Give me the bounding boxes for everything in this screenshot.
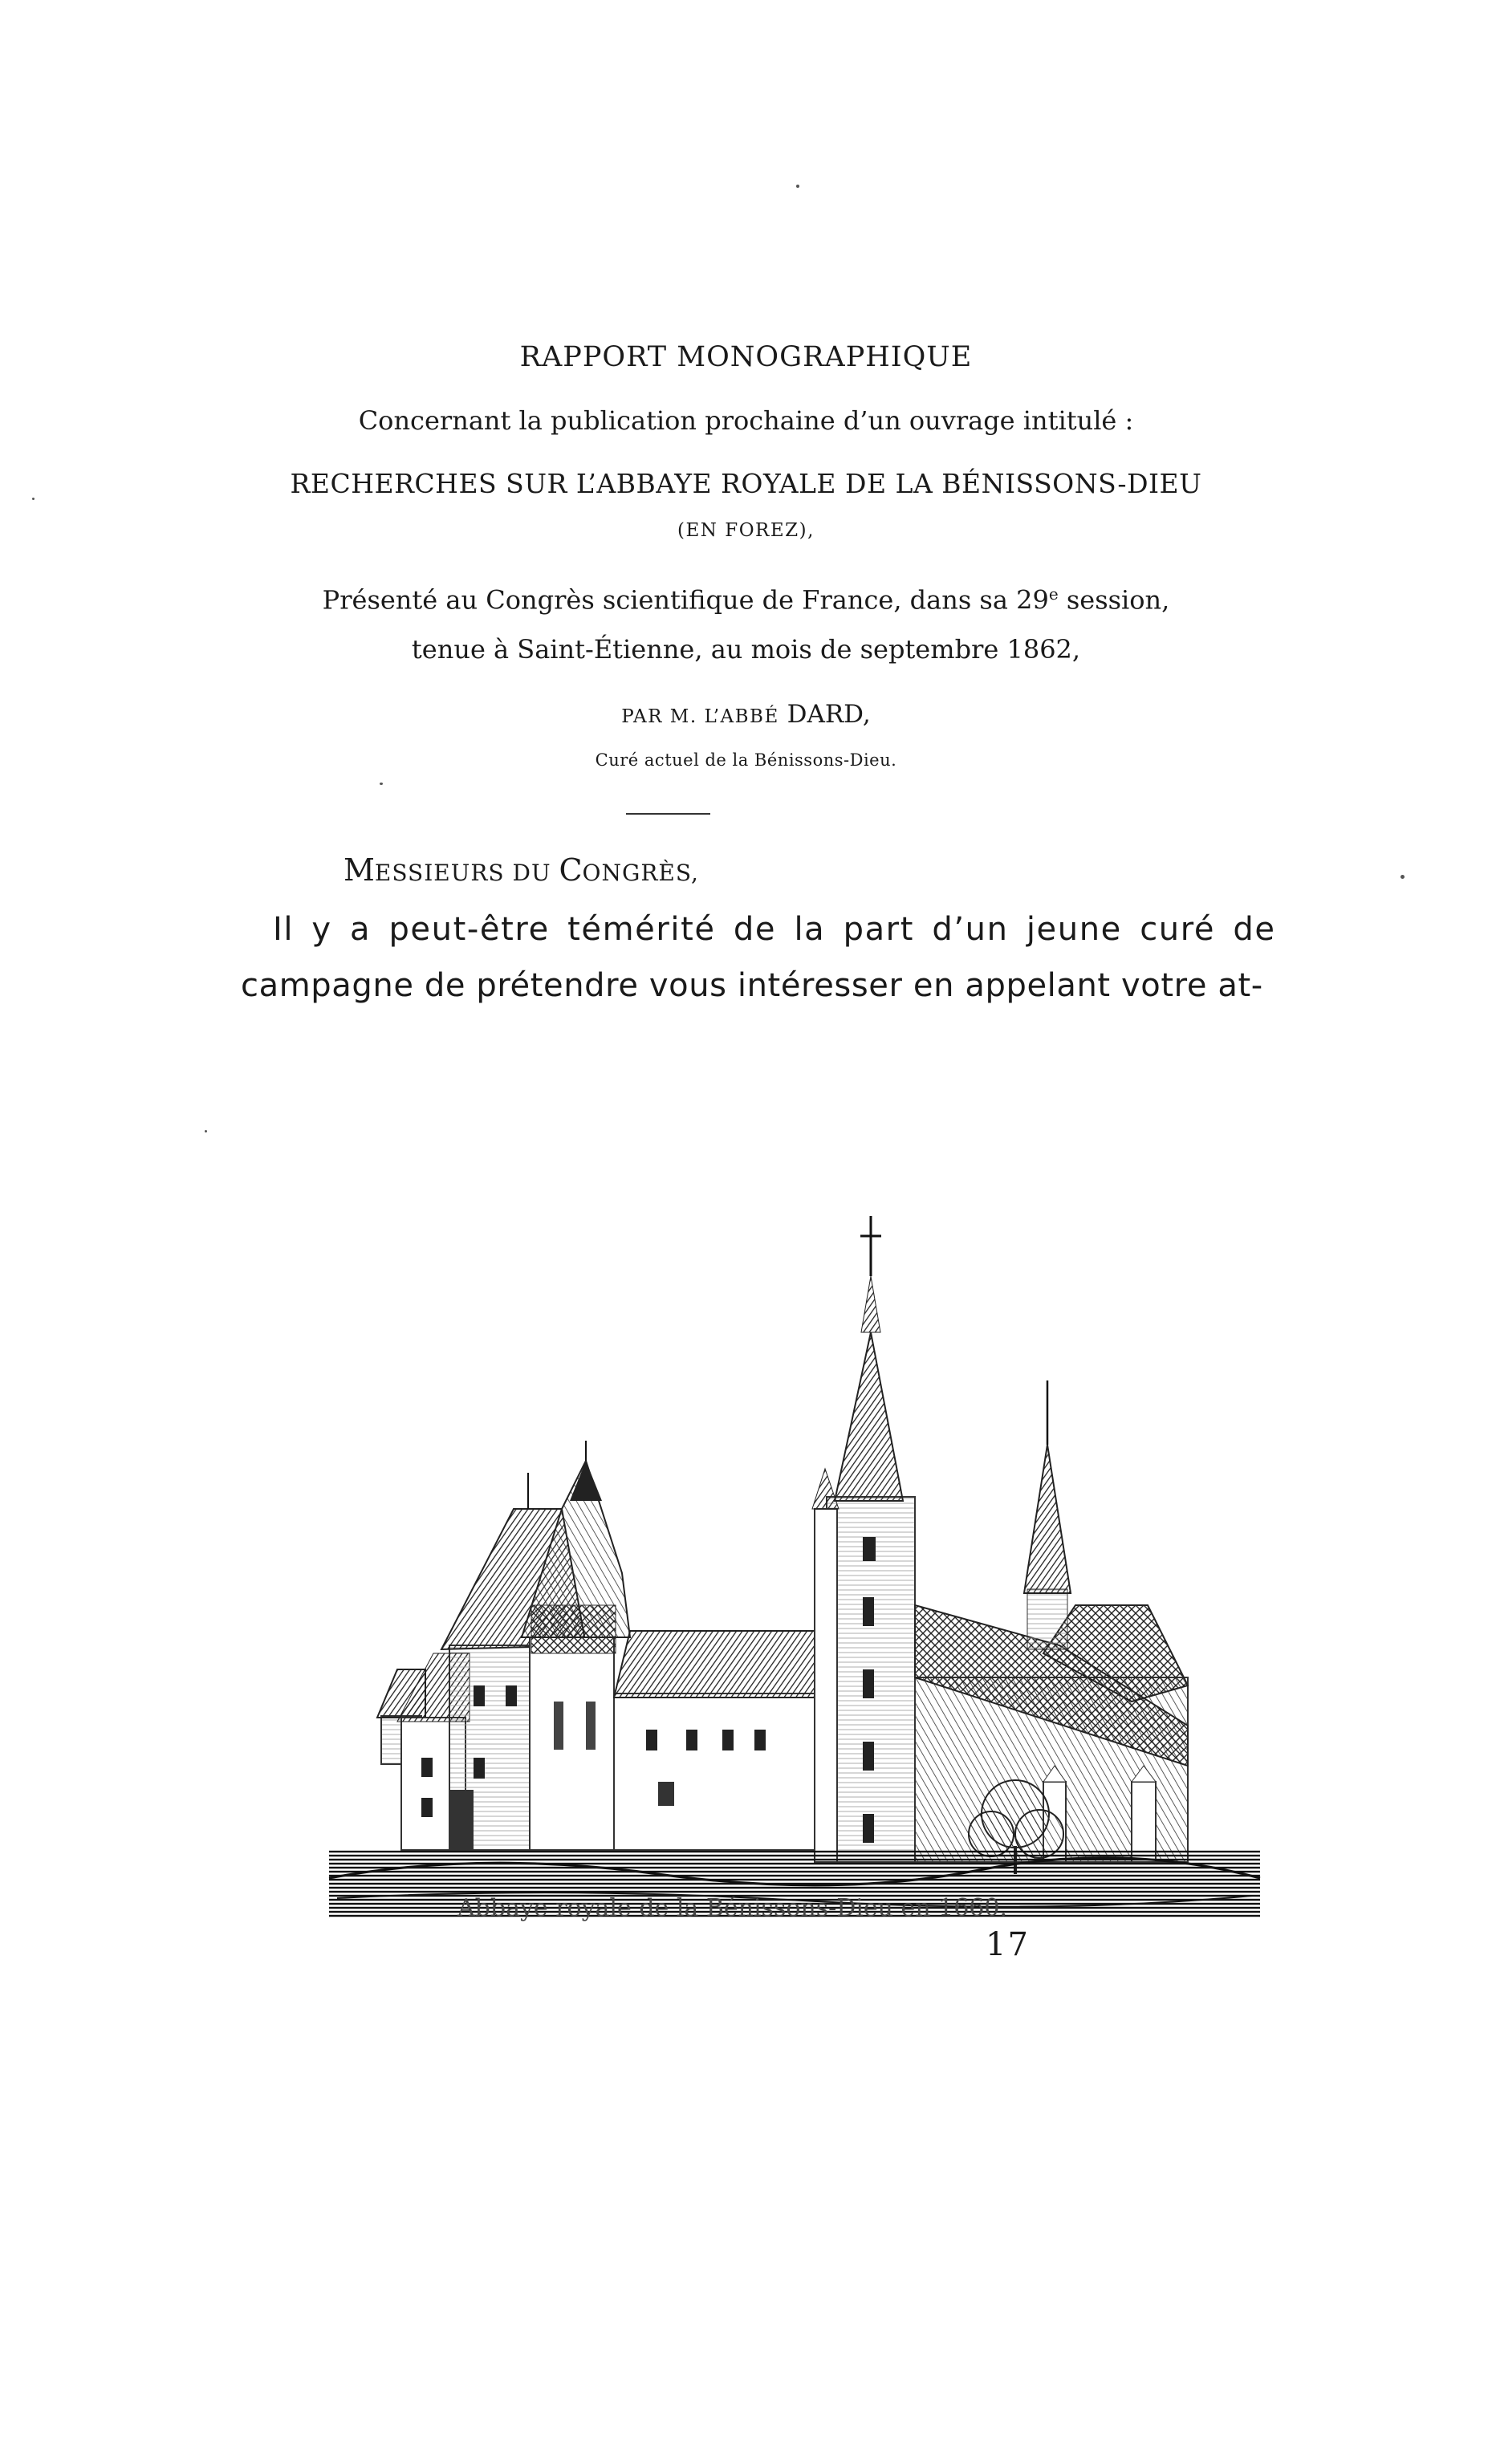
subtitle-line: Concernant la publication prochaine d’un ouvrage intitulé : — [358, 405, 1134, 436]
body-line-2: campagne de prétendre vous intéresser en appelant votre at- — [241, 967, 1263, 1004]
author-title: Curé actuel de la Bénissons-Dieu. — [595, 750, 897, 770]
salutation-rest: ESSIEURS — [374, 860, 505, 886]
separator-rule — [626, 813, 710, 815]
salutation-initial: M — [344, 852, 375, 888]
author-line — [0, 700, 1492, 729]
paper-speck — [1401, 875, 1405, 879]
salutation-initial-2: C — [559, 852, 583, 888]
salutation-du: DU — [504, 860, 559, 886]
author-prefix: PAR M. L’ABBÉ — [621, 706, 779, 727]
salutation — [344, 852, 699, 888]
presentation-text-end: session, — [1058, 584, 1170, 616]
paper-speck — [205, 1130, 207, 1132]
page-folio: 17 — [986, 1926, 1030, 1963]
presentation-line — [0, 584, 1492, 616]
salutation-rest-2: ONGRÈS, — [582, 860, 699, 886]
author-name: DARD, — [779, 700, 871, 729]
presentation-text: Présenté au Congrès scientifique de France, dans sa 29 — [322, 584, 1049, 616]
work-location: (EN FOREZ), — [677, 520, 815, 541]
session-line: tenue à Saint-Étienne, au mois de septembre 1862, — [411, 634, 1081, 665]
report-title: RAPPORT MONOGRAPHIQUE — [519, 341, 973, 373]
figure-caption: Abbaye royale de la Bénissons-Dieu en 1660. — [457, 1894, 1008, 1922]
abbey-engraving — [321, 1124, 1268, 1942]
paper-speck — [32, 498, 35, 500]
paper-speck — [796, 185, 799, 188]
body-line-1: Il y a peut-être témérité de la part d’un jeune curé de — [273, 911, 1276, 948]
work-title: RECHERCHES SUR L’ABBAYE ROYALE DE LA BÉNISSONS-DIEU — [290, 468, 1202, 499]
paper-speck — [380, 783, 383, 785]
superscript: e — [1048, 584, 1059, 604]
